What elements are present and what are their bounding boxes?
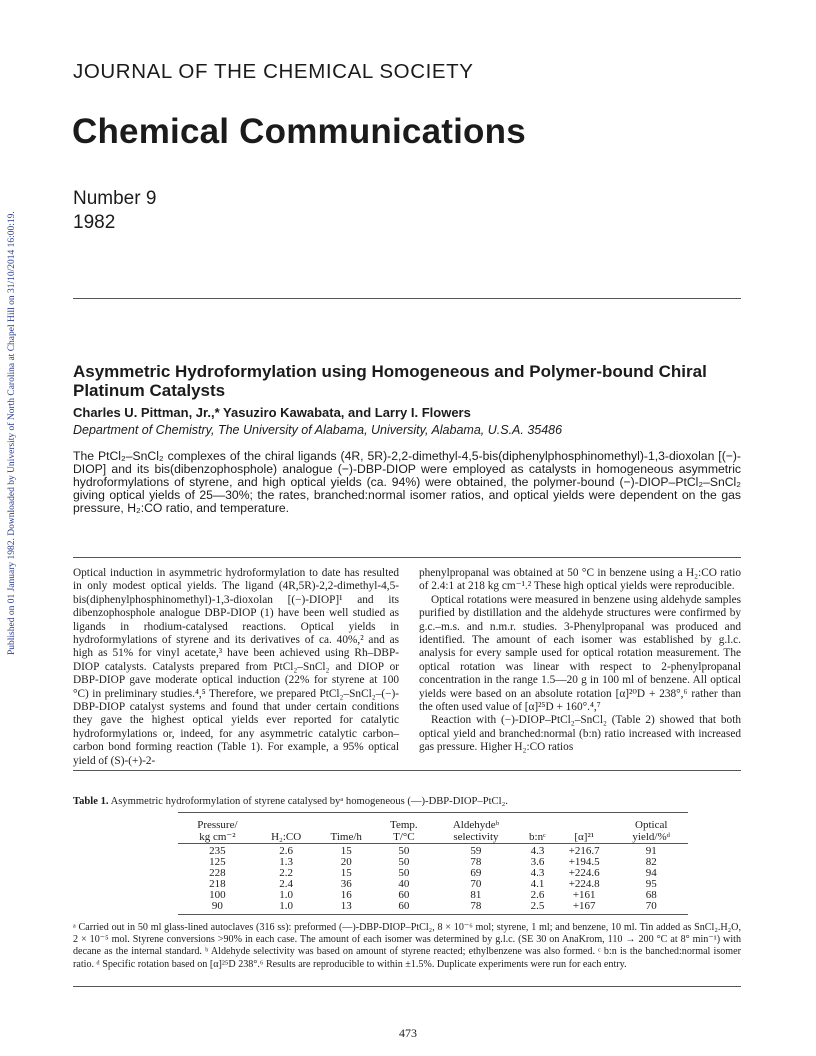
header-line: H₂:CO xyxy=(271,831,302,843)
article-authors: Charles U. Pittman, Jr.,* Yasuziro Kawabata, and Larry I. Flowers xyxy=(73,405,471,420)
table-cell: 2.2 xyxy=(279,867,294,880)
table-cell: 125 xyxy=(209,856,226,869)
body-paragraph: Reaction with (−)-DIOP–PtCl₂–SnCl₂ (Table 2) showed that both optical yield and branched:normal (b:n) ratio increased with increased gas pressure. Higher H₂:CO ratios xyxy=(419,714,741,754)
table-row xyxy=(178,879,688,890)
series-title: Chemical Communications xyxy=(72,112,526,151)
journal-name: JOURNAL OF THE CHEMICAL SOCIETY xyxy=(73,60,474,83)
table-cell: +224.8 xyxy=(568,878,600,891)
table-cell: 218 xyxy=(209,878,226,891)
table-cell: 2.4 xyxy=(279,878,294,891)
header-line: b:nᶜ xyxy=(529,831,546,843)
table-bottom-rule xyxy=(178,914,688,915)
article-affiliation: Department of Chemistry, The University of Alabama, University, Alabama, U.S.A. 35486 xyxy=(73,423,563,437)
results-table xyxy=(178,816,688,913)
issue-number: Number 9 xyxy=(73,188,157,209)
table-caption xyxy=(73,796,741,807)
table-cell: 95 xyxy=(645,878,657,891)
header-line: kg cm⁻² xyxy=(199,831,236,843)
page-number: 473 xyxy=(399,1026,417,1040)
table-cell: 20 xyxy=(340,856,352,869)
header-selectivity xyxy=(431,816,521,843)
table-cell: 78 xyxy=(470,856,482,869)
table-cell: 60 xyxy=(398,889,410,902)
header-line: [α]²¹ xyxy=(574,831,595,843)
table-cell: 50 xyxy=(398,845,410,857)
download-provenance-note xyxy=(6,155,18,655)
table-cell: 100 xyxy=(209,889,226,902)
table-footnotes: ᵃ Carried out in 50 ml glass-lined autoclaves (316 ss): preformed (—)-DBP-DIOP–PtCl₂, 8 × 10⁻⁶ mol; styrene, 1 ml; and benzene, 10 ml. Tin added as SnCl₂.H₂O, 2 × 10⁻⁵ mol. Styrene conversions >90% in each case. The amount of each isomer was determined by g.l.c. (SE 30 on AnaKrom, 110 → 200 °C at 8° min⁻¹) with decane as the internal standard. ᵇ Aldehyde selectivity was based on amount of styrene reacted; ethylbenzene was also formed. ᶜ b:n is the banched:normal isomer ratio. ᵈ Specific rotation based on [α]²⁵D 238°.⁶ Results are reproducible to within ±1.5%. Duplicate experiments were run for each entry. xyxy=(73,922,741,970)
table-row xyxy=(178,901,688,912)
table-cell: 40 xyxy=(398,878,410,891)
download-provenance-text: Published on 01 January 1982. Downloaded by University of North Carolina at Chapel Hill on 31/10/2014 16:00:19. xyxy=(7,211,17,655)
body-paragraph: Optical induction in asymmetric hydroformylation to date has resulted in only modest optical yields. The ligand (4R,5R)-2,2-dimethyl-4,5-bis(diphenylphosphinomethyl)-1,3-dioxolan [(−)-DIOP]¹ and its dibenzophosphole analogue DBP-DIOP (1) have been well studied as ligands in rhodium-catalysed reactions. Optical yields in hydroformylations of styrene and its derivatives of ca. 40%,² and as high as 51% for vinyl acetate,³ have been achieved using Rh–DBP-DIOP catalysts. Catalysts prepared from PtCl₂–SnCl₂ and DIOP or DBP-DIOP gave moderate optical induction (22% for styrene at 100 °C) in preliminary studies.⁴,⁵ Therefore, we prepared PtCl₂–SnCl₂–(−)-DBP-DIOP catalyst systems and found that under certain conditions they gave the highest optical yields ever reported for catalytic hydroformylations or, indeed, for any asymmetric catalytic carbon–carbon bond forming reaction (Table 1). For example, a 95% optical yield of (S)-(+)-2- xyxy=(73,567,399,767)
article-abstract: The PtCl₂–SnCl₂ complexes of the chiral ligands (4R, 5R)-2,2-dimethyl-4,5-bis(diphenylphosphinomethyl)-1,3-dioxolan [(−)-DIOP] and its bis(dibenzophosphole) analogue (−)-DBP-DIOP were employed as catalysts in homogeneous asymmetric hydroformylations of styrene, and high optical yields (ca. 94%) were obtained, the polymer-bound (−)-DIOP–PtCl₂–SnCl₂ giving optical yields of 25—30%; the rates, branched:normal isomer ratios, and optical yields were dependent on the gas pressure, H₂:CO ratio, and temperature. xyxy=(73,449,741,515)
table-cell: 69 xyxy=(470,867,482,880)
table-cell: 3.6 xyxy=(530,856,545,869)
header-line: Pressure/ xyxy=(197,819,238,831)
header-pressure xyxy=(178,816,257,843)
table-header-row xyxy=(178,816,688,843)
header-optical-yield xyxy=(614,816,688,843)
table-cell: +194.5 xyxy=(568,856,600,869)
masthead-divider xyxy=(73,298,741,299)
table-cell: 82 xyxy=(645,856,657,869)
table-cell: 50 xyxy=(398,856,410,869)
table-cell: 228 xyxy=(209,867,226,880)
table-cell: 36 xyxy=(340,878,352,891)
header-line: Optical xyxy=(635,819,668,831)
body-paragraph: phenylpropanal was obtained at 50 °C in benzene using a H₂:CO ratio of 2.4:1 at 218 kg cm⁻¹.² These high optical yields were reproducible. xyxy=(419,567,741,593)
header-line: Temp. xyxy=(390,819,418,831)
header-time xyxy=(316,816,377,843)
table-row xyxy=(178,868,688,879)
body-paragraph: Optical rotations were measured in benzene using aldehyde samples purified by distillation and the aldehyde structures were confirmed by g.c.–m.s. and n.m.r. studies. 3-Phenylpropanal was produced and identified. The amount of each isomer was established by g.l.c. analysis for every sample used for optical rotation measurement. The optical rotation was linear with respect to 2-phenylpropanal concentration in the range 1.5—20 g in 100 ml of benzene. All optical yields were based on an absolute rotation [α]²⁰D + 238°,⁶ rather than the often used value of [α]²⁵D + 160°.⁴,⁷ xyxy=(419,593,741,714)
table-cell: +224.6 xyxy=(568,867,600,880)
header-bn-ratio xyxy=(521,816,554,843)
abstract-divider xyxy=(73,557,741,558)
table-cell: 68 xyxy=(645,889,657,902)
table-cell: 16 xyxy=(340,889,352,902)
table-cell: 81 xyxy=(470,889,482,902)
header-line: Time/h xyxy=(330,831,362,843)
table-top-rule xyxy=(178,812,688,813)
header-temperature xyxy=(377,816,431,843)
table-cell: +161 xyxy=(572,889,596,902)
table-cell: 1.3 xyxy=(279,856,294,869)
table-cell: +216.7 xyxy=(568,845,600,857)
table-cell: 59 xyxy=(470,845,482,857)
header-line: Aldehydeᵇ xyxy=(452,819,500,831)
table-cell: 4.1 xyxy=(530,878,545,891)
table-cell: 4.3 xyxy=(530,867,545,880)
table-cell: 70 xyxy=(470,878,482,891)
body-left-column xyxy=(73,567,399,768)
table-cell: 91 xyxy=(645,845,657,857)
table-row xyxy=(178,857,688,868)
table-cell: 235 xyxy=(209,845,226,857)
table-cell: 1.0 xyxy=(279,889,294,902)
table-row xyxy=(178,890,688,901)
table-cell: 90 xyxy=(211,900,223,913)
table-cell: 15 xyxy=(340,867,352,880)
table-cell: 70 xyxy=(645,900,657,913)
table-cell: 78 xyxy=(470,900,482,913)
header-line: selectivity xyxy=(453,831,499,843)
table-cell: 2.6 xyxy=(530,889,545,902)
table-cell: 50 xyxy=(398,867,410,880)
header-ratio xyxy=(257,816,316,843)
table-caption-text: Asymmetric hydroformylation of styrene catalysed byᵃ homogeneous (—)-DBP-DIOP–PtCl₂. xyxy=(108,796,508,807)
article-title: Asymmetric Hydroformylation using Homogeneous and Polymer-bound Chiral Platinum Catalysts xyxy=(73,362,707,400)
table-cell: 94 xyxy=(645,867,657,880)
body-divider xyxy=(73,770,741,771)
header-line: T/°C xyxy=(393,831,415,843)
table-cell: 2.6 xyxy=(279,845,294,857)
table-cell: 1.0 xyxy=(279,900,294,913)
header-line: yield/%ᵈ xyxy=(632,831,671,843)
footnote-divider xyxy=(73,986,741,987)
table-caption-label: Table 1. xyxy=(73,796,109,807)
table-cell: +167 xyxy=(572,900,596,913)
header-rotation xyxy=(554,816,614,843)
table-cell: 60 xyxy=(398,900,410,913)
issue-year: 1982 xyxy=(73,212,116,233)
table-cell: 2.5 xyxy=(530,900,545,913)
table-cell: 15 xyxy=(340,845,352,857)
body-right-column xyxy=(419,567,741,755)
table-cell: 13 xyxy=(340,900,352,913)
table-cell: 4.3 xyxy=(530,845,545,857)
table-row xyxy=(178,843,688,857)
